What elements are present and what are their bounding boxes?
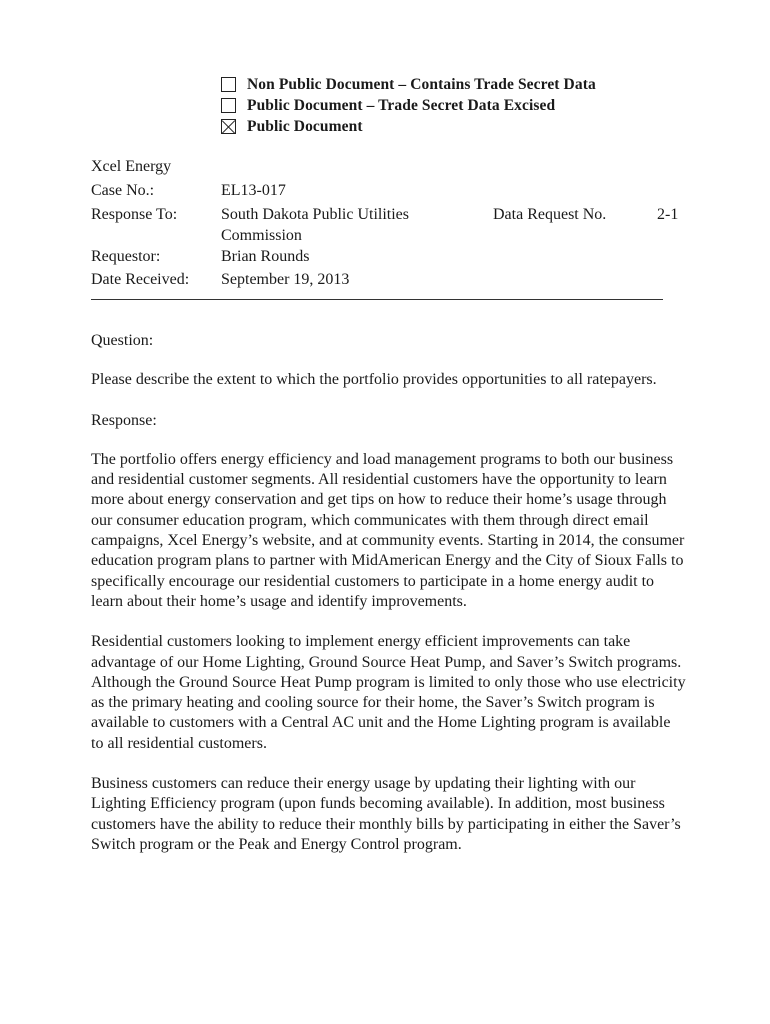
response-to-value-cont: Commission <box>221 227 302 244</box>
classification-option-public-excised <box>221 95 596 116</box>
question-heading: Question: <box>91 332 154 349</box>
question-text: Please describe the extent to which the portfolio provides opportunities to all ratepayers. <box>91 371 657 389</box>
classification-label: Public Document <box>247 117 363 135</box>
document-body <box>91 331 686 875</box>
case-label: Case No.: <box>91 182 155 199</box>
date-received-label: Date Received: <box>91 271 190 288</box>
company-name: Xcel Energy <box>91 158 172 175</box>
response-to-label: Response To: <box>91 206 178 223</box>
classification-label: Public Document – Trade Secret Data Excised <box>247 96 556 114</box>
requestor-label: Requestor: <box>91 248 161 265</box>
header-divider <box>91 299 663 300</box>
response-heading: Response: <box>91 411 157 429</box>
response-to-value: South Dakota Public Utilities <box>221 206 409 223</box>
response-paragraph: Business customers can reduce their energy usage by updating their lighting with our Lighting Efficiency program (upon funds becoming available). In addition, most business customers have the ability to reduce their monthly bills by participating in either the Saver’s Switch program or the Peak and Energy Control program. <box>91 775 681 853</box>
document-classification <box>221 74 596 137</box>
checkbox-public-checked[interactable] <box>221 119 236 134</box>
case-number: EL13-017 <box>221 182 286 199</box>
classification-label: Non Public Document – Contains Trade Secret Data <box>247 75 596 93</box>
checkbox-nonpublic[interactable] <box>221 77 236 92</box>
date-received-value: September 19, 2013 <box>221 271 350 288</box>
checkbox-public-excised[interactable] <box>221 98 236 113</box>
requestor-value: Brian Rounds <box>221 248 310 265</box>
classification-option-public <box>221 116 596 137</box>
classification-option-nonpublic <box>221 74 596 95</box>
response-paragraph: Residential customers looking to implement energy efficient improvements can take advantage of our Home Lighting, Ground Source Heat Pump, and Saver’s Switch programs. Although the Ground Source Heat Pump program is limited to only those who use electricity as the primary heating and cooling source for their home, the Saver’s Switch program is available to customers with a Central AC unit and the Home Lighting program is available to all residential customers. <box>91 633 686 752</box>
response-paragraph: The portfolio offers energy efficiency and load management programs to both our business and residential customer segments. All residential customers have the opportunity to learn more about energy conservation and get tips on how to reduce their home’s usage through our consumer education program, which communicates with them through direct email campaigns, Xcel Energy’s website, and at community events. Starting in 2014, the consumer education program plans to partner with MidAmerican Energy and the City of Sioux Falls to specifically encourage our residential customers to participate in a home energy audit to learn about their home’s usage and identify improvements. <box>91 450 685 610</box>
data-request-number: 2-1 <box>657 206 679 223</box>
data-request-label: Data Request No. <box>493 206 607 223</box>
